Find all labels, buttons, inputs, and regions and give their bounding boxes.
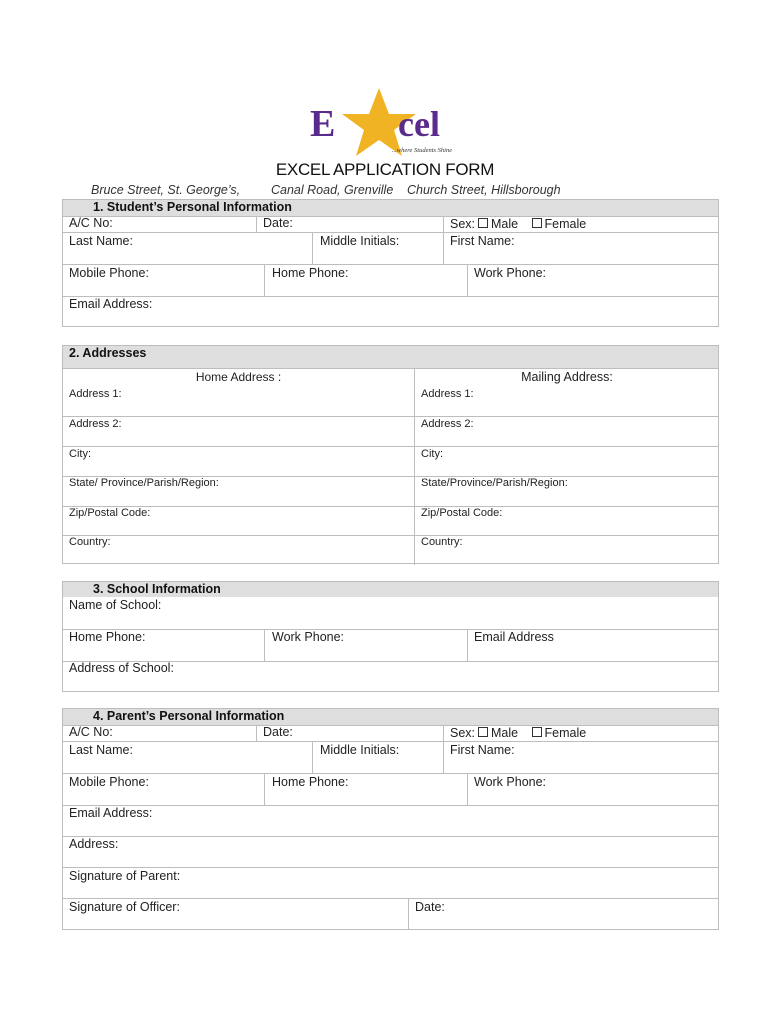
school-address-field[interactable]: Address of School: xyxy=(69,661,174,675)
addresses-section xyxy=(62,345,719,564)
female-checkbox[interactable] xyxy=(532,218,542,228)
location-1: Bruce Street, St. George’s, xyxy=(91,183,241,197)
school-email-field[interactable]: Email Address xyxy=(474,630,554,644)
section-heading: 2. Addresses xyxy=(63,346,718,368)
parent-first-name-field[interactable]: First Name: xyxy=(450,743,515,757)
male-checkbox[interactable] xyxy=(478,218,488,228)
mobile-phone-field[interactable]: Mobile Phone: xyxy=(69,266,149,280)
mailing-address-1-field[interactable]: Address 1: xyxy=(421,388,474,400)
parent-middle-initials-field[interactable]: Middle Initials: xyxy=(320,743,400,757)
location-3: Church Street, Hillsborough xyxy=(407,183,561,197)
logo-tagline: ...where Students Shine xyxy=(391,147,453,154)
svg-text:cel: cel xyxy=(398,104,440,144)
work-phone-field[interactable]: Work Phone: xyxy=(474,266,547,280)
email-field[interactable]: Email Address: xyxy=(69,297,153,311)
officer-signature-field[interactable]: Signature of Officer: xyxy=(69,900,180,914)
middle-initials-field[interactable]: Middle Initials: xyxy=(320,234,400,248)
section-heading: 1. Student’s Personal Information xyxy=(63,200,718,216)
parent-info-section xyxy=(62,708,719,930)
school-home-phone-field[interactable]: Home Phone: xyxy=(69,630,146,644)
school-work-phone-field[interactable]: Work Phone: xyxy=(272,630,345,644)
home-state-field[interactable]: State/ Province/Parish/Region: xyxy=(69,477,219,489)
parent-email-field[interactable]: Email Address: xyxy=(69,806,153,820)
sex-label: Sex: Male Female xyxy=(450,217,587,231)
parent-address-field[interactable]: Address: xyxy=(69,837,119,851)
home-zip-field[interactable]: Zip/Postal Code: xyxy=(69,507,151,519)
parent-date-field[interactable]: Date: xyxy=(263,725,293,739)
location-2: Canal Road, Grenville xyxy=(271,183,394,197)
home-address-1-field[interactable]: Address 1: xyxy=(69,388,122,400)
parent-work-phone-field[interactable]: Work Phone: xyxy=(474,775,547,789)
parent-ac-no-field[interactable]: A/C No: xyxy=(69,725,113,739)
form-title: EXCEL APPLICATION FORM xyxy=(275,160,495,179)
mailing-address-heading: Mailing Address: xyxy=(521,370,613,384)
home-country-field[interactable]: Country: xyxy=(69,536,111,548)
section-heading: 4. Parent’s Personal Information xyxy=(63,709,718,725)
signature-date-field[interactable]: Date: xyxy=(415,900,445,914)
first-name-field[interactable]: First Name: xyxy=(450,234,515,248)
ac-no-field[interactable]: A/C No: xyxy=(69,216,113,230)
last-name-field[interactable]: Last Name: xyxy=(69,234,133,248)
mailing-zip-field[interactable]: Zip/Postal Code: xyxy=(421,507,503,519)
parent-male-checkbox[interactable] xyxy=(478,727,488,737)
mailing-state-field[interactable]: State/Province/Parish/Region: xyxy=(421,477,568,489)
school-info-section xyxy=(62,581,719,692)
date-field[interactable]: Date: xyxy=(263,216,293,230)
home-city-field[interactable]: City: xyxy=(69,448,91,460)
parent-home-phone-field[interactable]: Home Phone: xyxy=(272,775,349,789)
school-name-field[interactable]: Name of School: xyxy=(69,598,162,612)
parent-mobile-phone-field[interactable]: Mobile Phone: xyxy=(69,775,149,789)
section-heading: 3. School Information xyxy=(63,582,718,597)
home-address-heading: Home Address : xyxy=(195,370,282,384)
student-info-section xyxy=(62,199,719,327)
mailing-country-field[interactable]: Country: xyxy=(421,536,463,548)
mailing-city-field[interactable]: City: xyxy=(421,448,443,460)
svg-text:E: E xyxy=(310,103,336,145)
school-logo xyxy=(306,86,464,158)
home-phone-field[interactable]: Home Phone: xyxy=(272,266,349,280)
parent-sex-label: Sex: Male Female xyxy=(450,726,587,740)
parent-female-checkbox[interactable] xyxy=(532,727,542,737)
mailing-address-2-field[interactable]: Address 2: xyxy=(421,418,474,430)
home-address-2-field[interactable]: Address 2: xyxy=(69,418,122,430)
parent-signature-field[interactable]: Signature of Parent: xyxy=(69,869,181,883)
parent-last-name-field[interactable]: Last Name: xyxy=(69,743,133,757)
